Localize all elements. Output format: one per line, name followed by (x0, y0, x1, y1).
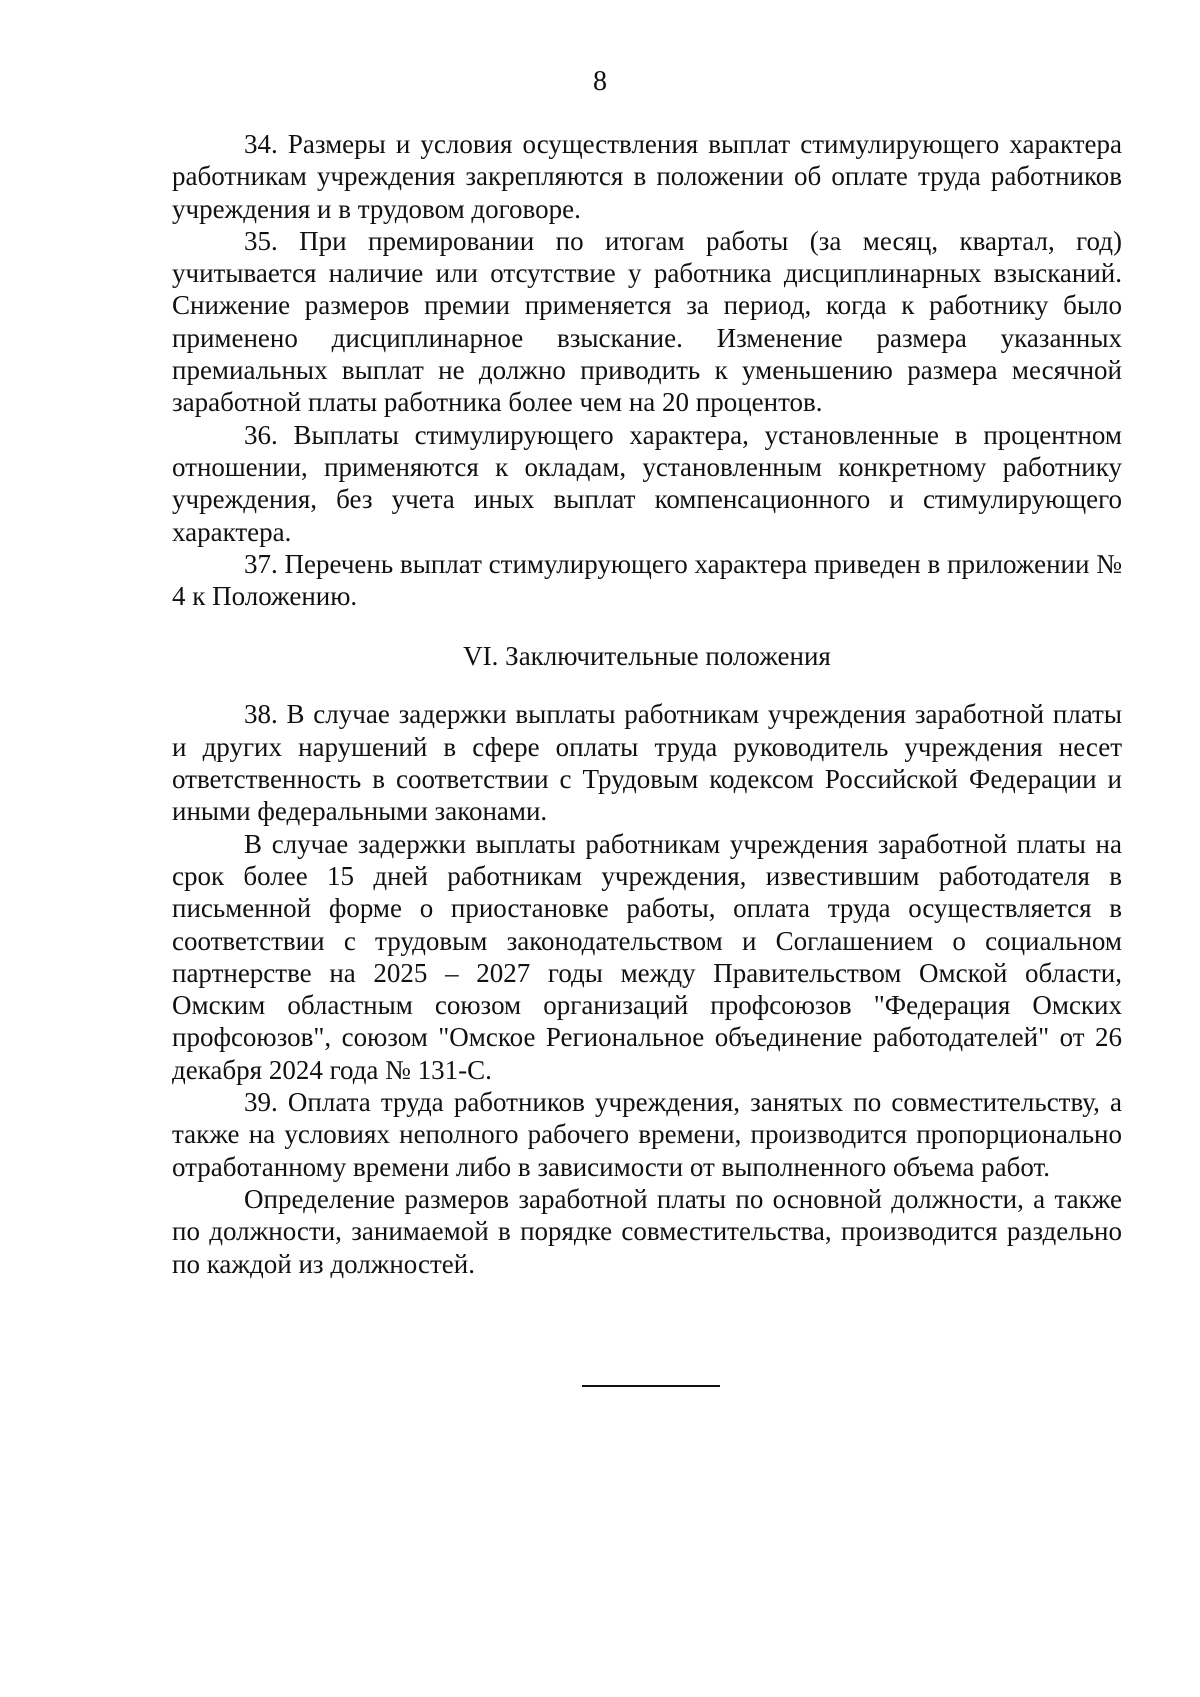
document-body (172, 128, 1122, 1280)
end-of-document-rule (582, 1385, 720, 1387)
paragraph-38-continued: В случае задержки выплаты работникам учреждения заработной платы на срок более 15 дней работникам учреждения, известившим работодателя в письменной форме о приостановке работы, оплата труда осуществляется в соответствии с трудовым законодательством и Соглашением о социальном партнерстве на 2025 – 2027 годы между Правительством Омской области, Омским областным союзом организаций профсоюзов "Федерация Омских профсоюзов", союзом "Омское Региональное объединение работодателей" от 26 декабря 2024 года № 131-С. (172, 828, 1122, 1085)
paragraph-37: 37. Перечень выплат стимулирующего характера приведен в приложении № 4 к Положению. (172, 548, 1122, 612)
page-number: 8 (593, 66, 607, 97)
paragraph-34: 34. Размеры и условия осуществления выплат стимулирующего характера работникам учреждения закрепляются в положении об оплате труда работников учреждения и в трудовом договоре. (172, 129, 1122, 224)
paragraph-39-continued: Определение размеров заработной платы по основной должности, а также по должности, занимаемой в порядке совместительства, производится раздельно по каждой из должностей. (172, 1183, 1122, 1279)
paragraph-38: 38. В случае задержки выплаты работникам учреждения заработной платы и других нарушений в сфере оплаты труда руководитель учреждения несет ответственность в соответствии с Трудовым кодексом Российской Федерации и иными федеральными законами. (172, 699, 1122, 827)
paragraph-36: 36. Выплаты стимулирующего характера, установленные в процентном отношении, применяются к окладам, установленным конкретному работнику учреждения, без учета иных выплат компенсационного и стимулирующего характера. (172, 419, 1122, 547)
paragraph-39: 39. Оплата труда работников учреждения, занятых по совместительству, а также на условиях неполного рабочего времени, производится пропорционально отработанному времени либо в зависимости от выполненного объема работ. (172, 1087, 1122, 1182)
paragraph-35: 35. При премировании по итогам работы (за месяц, квартал, год) учитывается наличие или отсутствие у работника дисциплинарных взысканий. Снижение размеров премии применяется за период, когда к работнику было применено дисциплинарное взыскание. Изменение размера указанных премиальных выплат не должно приводить к уменьшению размера месячной заработной платы работника более чем на 20 процентов. (172, 225, 1122, 418)
section-heading: VI. Заключительные положения (463, 641, 831, 672)
